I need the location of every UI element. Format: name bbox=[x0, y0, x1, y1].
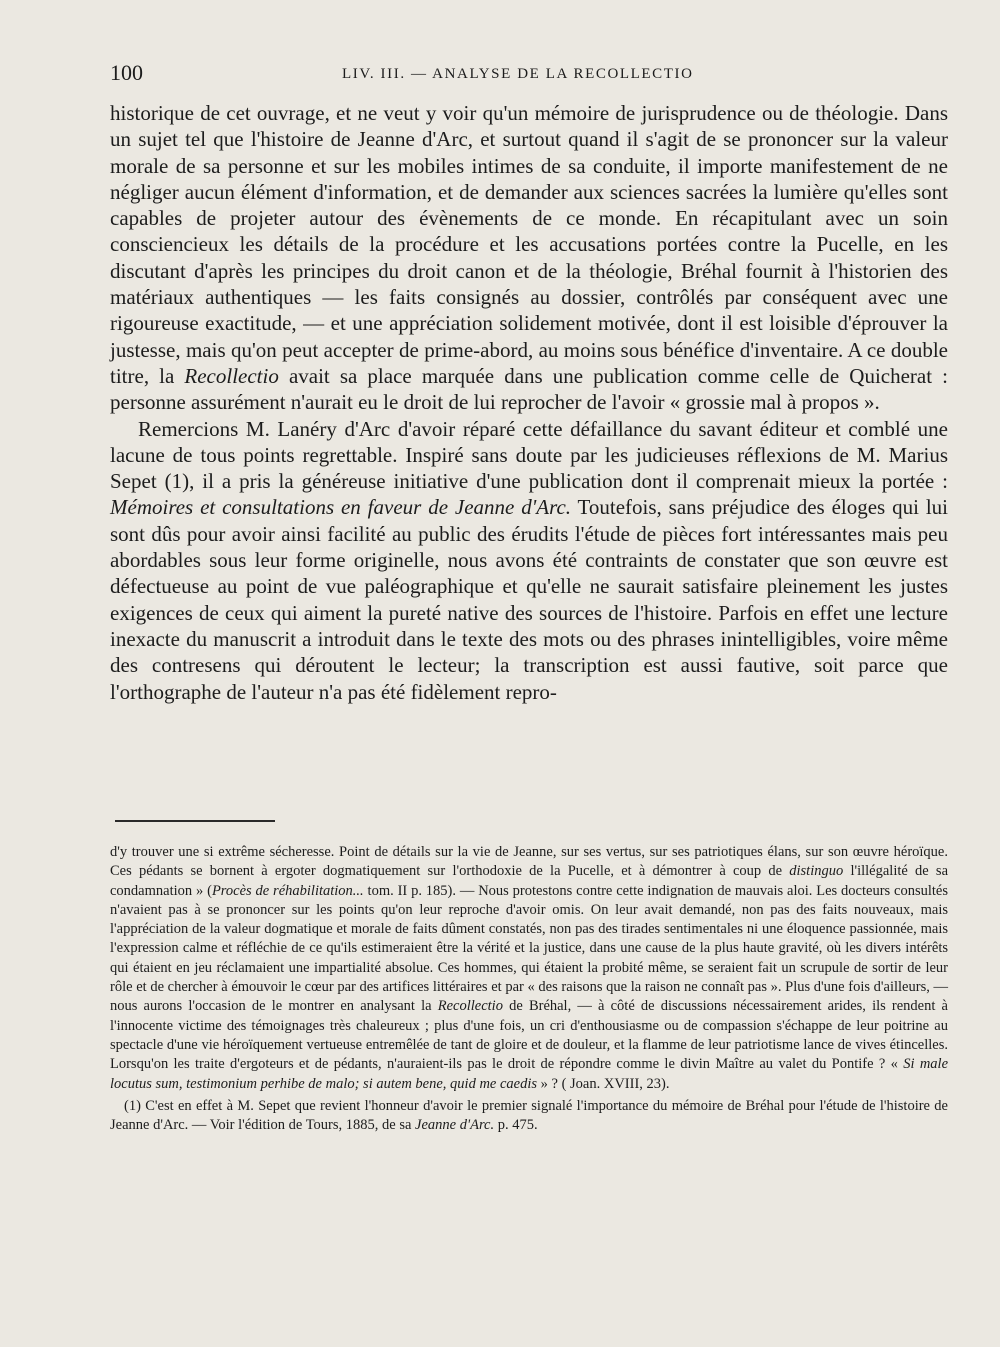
footnote-continued-italic-2: Procès de réhabilitation... bbox=[211, 882, 364, 899]
footnote-continued bbox=[110, 843, 948, 1094]
footnote-1-text-1: (1) C'est en effet à M. Sepet que revient l'honneur d'avoir le premier signalé l'importance du mémoire de Bréhal pour l'étude de l'histoire de Jeanne d'Arc. — Voir l'édition de Tours, 1885, de sa bbox=[110, 1097, 948, 1134]
paragraph-1-text-a: historique de cet ouvrage, et ne veut y voir qu'un mémoire de jurisprudence ou de théologie. Dans un sujet tel que l'histoire de Jeanne d'Arc, et surtout quand il s'agit de se prononcer sur la valeur morale de sa personne et sur les mobiles intimes de sa conduite, il importe manifestement de ne négliger aucun élément d'information, et de demander aux sciences sacrées la lumière qu'elles sont capables de projeter autour des évènements de ce monde. En récapitulant avec un soin consciencieux les détails de la procédure et les accusations portées contre la Pucelle, en les discutant d'après les principes du droit canon et de la théologie, Bréhal fournit à l'historien des matériaux authentiques — les faits consignés au dossier, contrôlés par conséquent avec une rigoureuse exactitude, — et une appréciation solidement motivée, dont il est loisible d'éprouver la justesse, mais qu'on peut accepter de prime-abord, au moins sous bénéfice d'inventaire. A ce double titre, la bbox=[110, 101, 948, 388]
paragraph-1 bbox=[110, 100, 948, 416]
footnote-continued-italic-3: Recollectio bbox=[437, 998, 503, 1015]
footnote-continued-text-1: d'y trouver une si extrême sécheresse. Point de détails sur la vie de Jeanne, sur ses vertus, sur ses patriotiques élans, sur son œuvre héroïque. Ces pédants se bornent à ergoter dogmatiquement sur l'orthodoxie de la Pucelle, et à démontrer à coup de bbox=[110, 844, 948, 880]
paragraph-2-italic: Mémoires et consultations en faveur de Jeanne d'Arc. bbox=[110, 495, 572, 520]
footnote-continued-italic-1: distinguo bbox=[789, 863, 844, 880]
running-head bbox=[110, 60, 948, 90]
main-text bbox=[110, 100, 948, 705]
footnote-continued-text-5: » ? ( Joan. XVIII, 23). bbox=[537, 1075, 670, 1092]
running-title: LIV. III. — ANALYSE DE LA RECOLLECTIO bbox=[342, 66, 694, 82]
footnote-1-italic: Jeanne d'Arc. bbox=[415, 1117, 495, 1134]
paragraph-2 bbox=[110, 416, 948, 705]
footnote-rule bbox=[115, 820, 275, 822]
footnote-continued-text-3: tom. II p. 185). — Nous protestons contre cette indignation de mauvais aloi. Les docteurs consultés n'avaient pas à se prononcer sur les points qu'on leur reproche d'avoir omis. On leur avait demandé, non pas des faits nouveaux, mais l'appréciation de la valeur dogmatique et morale de faits dûment constatés, non pas des tirades sentimentales ni une éloquence passionnée, mais l'expression calme et réfléchie de ce qu'ils estimeraient être la vérité et la justice, dans une cause de la plus haute gravité, où les divers intérêts qui étaient en jeu réclamaient une impartialité absolue. Ces hommes, qui étaient la probité même, se seraient fait un scrupule de sortir de leur rôle et de chercher à émouvoir le cœur par des artifices littéraires et par « des raisons que la raison ne connaît pas ». Plus d'une fois d'ailleurs, — nous aurons l'occasion de le montrer en analysant la bbox=[110, 882, 948, 1015]
footnote-1 bbox=[110, 1097, 948, 1136]
paragraph-2-text-b: Toutefois, sans préjudice des éloges qui lui sont dûs pour avoir ainsi facilité au public des érudits l'étude de pièces fort intéressantes mais peu abordables sous leur forme originelle, nous avons été contraints de constater que son œuvre est défectueuse au point de vue paléographique et qu'elle ne saurait satisfaire pleinement les justes exigences de ceux qui aiment la pureté native des sources de l'histoire. Parfois en effet une lecture inexacte du manuscrit a introduit dans le texte des mots ou des phrases inintelligibles, voire même des contresens qui déroutent le lecteur; la transcription est aussi fautive, soit parce que l'orthographe de l'auteur n'a pas été fidèlement repro- bbox=[110, 495, 948, 704]
paragraph-2-text-a: Remercions M. Lanéry d'Arc d'avoir réparé cette défaillance du savant éditeur et comblé une lacune de tous points regrettable. Inspiré sans doute par les judicieuses réflexions de M. Marius Sepet (1), il a pris la généreuse initiative d'une publication dont il comprenait mieux la portée : bbox=[110, 416, 948, 494]
footnote-continued-text-2: l'illégalité de sa condamnation » ( bbox=[110, 863, 949, 899]
page-number: 100 bbox=[110, 60, 143, 85]
footnote-continued-italic-4: Si male locutus sum, testimonium perhibe de malo; si autem bene, quid me caedis bbox=[110, 1056, 949, 1092]
paragraph-1-text-b: avait sa place marquée dans une publication comme celle de Quicherat : personne assurément n'aurait eu le droit de lui reprocher de l'avoir « grossie mal à propos ». bbox=[110, 363, 948, 415]
footnotes bbox=[110, 843, 948, 1135]
paragraph-1-italic: Recollectio bbox=[184, 363, 279, 388]
footnote-1-text-2: p. 475. bbox=[494, 1117, 538, 1134]
footnote-continued-text-4: de Bréhal, — à côté de discussions nécessairement arides, ils rendent à l'innocente victime des témoignages très chaleureux ; plus d'une fois, un cri d'enthousiasme ou de compassion s'échappe de leur poitrine au spectacle d'une vie héroïquement vertueuse entremêlée de tant de gloire et de douleur, et la flamme de leur patriotisme lance de vives étincelles. Lorsqu'on les traite d'ergoteurs et de pédants, n'auraient-ils pas le droit de répondre comme le divin Maître au valet du Pontife ? « bbox=[110, 998, 948, 1073]
